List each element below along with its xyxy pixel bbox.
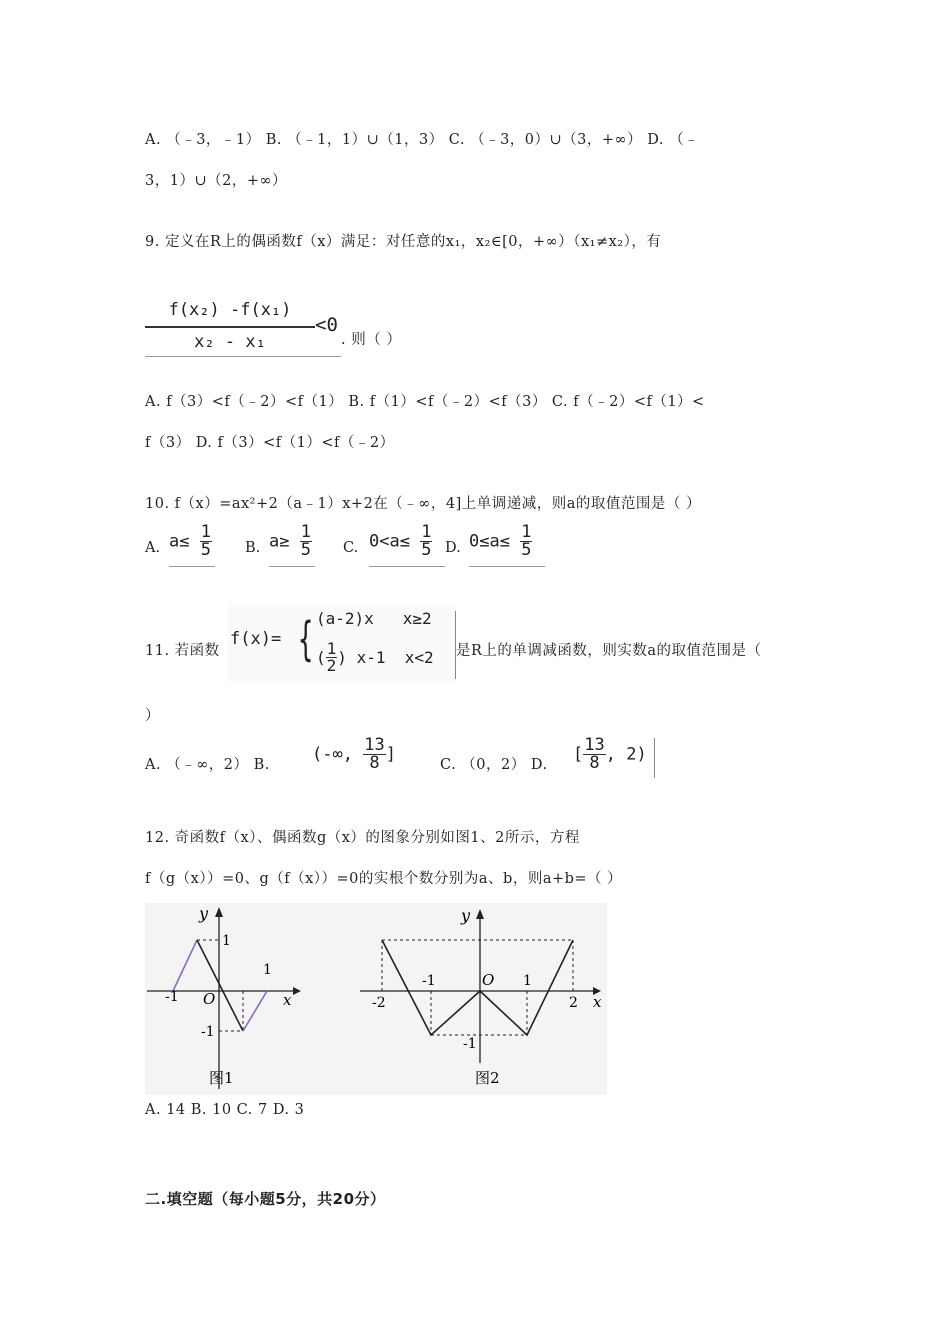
q10-opt-d-text: 0≤a≤	[469, 531, 510, 552]
frac-den: 8	[369, 753, 380, 773]
q10-opt-a-frac	[200, 524, 212, 559]
q10-opt-a	[169, 524, 212, 559]
q12-stem-line1: 12. 奇函数f（x）、偶函数g（x）的图象分别如图1、2所示，方程	[145, 830, 580, 846]
q9-frac-underline	[145, 356, 341, 357]
q9-options-line1: A. f（3）<f（﹣2）<f（1） B. f（1）<f（﹣2）<f（3） C. f（﹣2）<f（1）<	[145, 394, 705, 410]
fig1-label-1-top: 1	[222, 933, 231, 949]
fig1-caption: 图1	[209, 1069, 234, 1087]
q10-opt-c-text: 0<a≤	[369, 531, 410, 552]
frac-den: 5	[521, 540, 532, 560]
frac-num: 1	[300, 522, 311, 542]
q10-opt-d	[469, 524, 532, 559]
frac-den: 5	[421, 540, 432, 560]
frac-den: 2	[326, 656, 337, 675]
q10-opt-b	[269, 524, 312, 559]
q11-piece2-rest: x-1 x<2	[356, 648, 434, 667]
q11-opt-c: C. （0，2） D.	[440, 757, 548, 773]
q11-opt-b-close: ]	[385, 744, 396, 765]
q10-opt-b-text: a≥	[269, 531, 290, 552]
fig1-x-label: x	[283, 991, 292, 1009]
q11-opt-d	[573, 737, 647, 772]
fig2-x-label: x	[593, 993, 602, 1011]
q10-opt-c-frac	[420, 524, 432, 559]
section2-heading: 二.填空题（每小题5分，共20分）	[145, 1190, 386, 1208]
fig2-origin-label: O	[482, 971, 495, 989]
q10-opt-b-underline	[269, 566, 315, 567]
q10-opt-d-label: D.	[445, 540, 461, 556]
frac-num: 13	[364, 735, 385, 755]
frac-num: 1	[421, 522, 432, 542]
q9-frac-denominator: x₂ - x₁	[194, 332, 266, 352]
fig1-y-label: y	[199, 904, 209, 923]
fig2-label-2: 2	[569, 995, 578, 1011]
q10-options	[145, 522, 565, 570]
q9-stem: 9. 定义在R上的偶函数f（x）满足：对任意的x₁，x₂∈[0，+∞）（x₁≠x₂），有	[145, 234, 662, 250]
q11-opt-a: A. （﹣∞，2） B.	[145, 757, 270, 773]
q12-figures-svg	[145, 903, 607, 1095]
q11-opt-d-close: , 2)	[605, 744, 647, 765]
q9-frac-numerator: f(x₂) -f(x₁)	[168, 300, 292, 320]
q11-opt-b-frac	[363, 737, 385, 772]
q10-opt-c-label: C.	[343, 540, 359, 556]
q11-piece1: (a-2)x x≥2	[316, 609, 432, 628]
fig2-label-1: 1	[523, 973, 532, 989]
q11-func-name: f(x)=	[230, 629, 282, 649]
q8-options-line2: 3，1）∪（2，+∞）	[145, 173, 288, 189]
fig2-label-neg2: -2	[372, 995, 386, 1011]
q9-options-line2: f（3） D. f（3）<f（1）<f（﹣2）	[145, 435, 395, 451]
frac-num: 1	[326, 639, 337, 658]
q10-stem: 10. f（x）=ax²+2（a﹣1）x+2在（﹣∞，4]上单调递减，则a的取值范围是（ ）	[145, 496, 702, 512]
q11-stem-suffix: 是R上的单调减函数，则实数a的取值范围是（	[456, 643, 762, 659]
fig1-label-1-right: 1	[263, 962, 272, 978]
q11-opt-d-edge	[654, 738, 655, 778]
q10-opt-a-text: a≤	[169, 531, 190, 552]
q12-stem-line2: f（g（x））=0、g（f（x））=0的实根个数分别为a、b，则a+b=（ ）	[145, 871, 623, 887]
fig2-label-neg1-bottom: -1	[463, 1036, 477, 1052]
q12-figures	[145, 903, 607, 1099]
q10-opt-b-label: B.	[245, 540, 261, 556]
q11-stem-end: ）	[145, 708, 160, 724]
q11-opt-b	[312, 737, 396, 772]
q10-opt-a-underline	[169, 566, 215, 567]
q9-frac-relation: <0	[315, 314, 338, 336]
q11-opt-d-frac	[583, 737, 605, 772]
q11-piecewise	[228, 605, 456, 681]
q10-opt-c-underline	[369, 566, 445, 567]
q10-opt-d-underline	[469, 566, 545, 567]
q10-opt-b-frac	[300, 524, 312, 559]
fig2-caption: 图2	[475, 1069, 500, 1087]
q9-frac-bar	[145, 326, 315, 328]
q9-fraction	[145, 300, 345, 358]
q11-piece2: ( $\frac{1}{2}$ ) x-1 x<2	[316, 639, 434, 675]
frac-den: 5	[200, 540, 211, 560]
fig1-origin-label: O	[203, 990, 216, 1008]
frac-den: 8	[589, 753, 600, 773]
q10-opt-a-label: A.	[145, 540, 161, 556]
fig1-label-neg1-left: -1	[165, 989, 179, 1005]
q11-opt-b-text: (-∞,	[312, 744, 353, 765]
frac-num: 13	[584, 735, 605, 755]
left-brace-icon: {	[298, 612, 314, 666]
fig1-label-neg1-bottom: -1	[201, 1024, 215, 1040]
q12-options: A. 14 B. 10 C. 7 D. 3	[145, 1102, 305, 1118]
fig2-y-label: y	[461, 906, 471, 925]
frac-num: 1	[521, 522, 532, 542]
q11-opt-d-open: [	[573, 744, 584, 765]
q9-tail: . 则（ ）	[341, 332, 402, 348]
q8-options-line1: A. （﹣3，﹣1） B. （﹣1，1）∪（1，3） C. （﹣3，0）∪（3，+∞） D. （﹣	[145, 132, 700, 148]
frac-den: 5	[300, 540, 311, 560]
q11-piece2-base	[326, 641, 338, 674]
fig2-label-neg1: -1	[422, 973, 436, 989]
q10-opt-d-frac	[520, 524, 532, 559]
q10-opt-c	[369, 524, 432, 559]
frac-num: 1	[200, 522, 211, 542]
q11-stem-prefix: 11. 若函数	[145, 643, 220, 659]
